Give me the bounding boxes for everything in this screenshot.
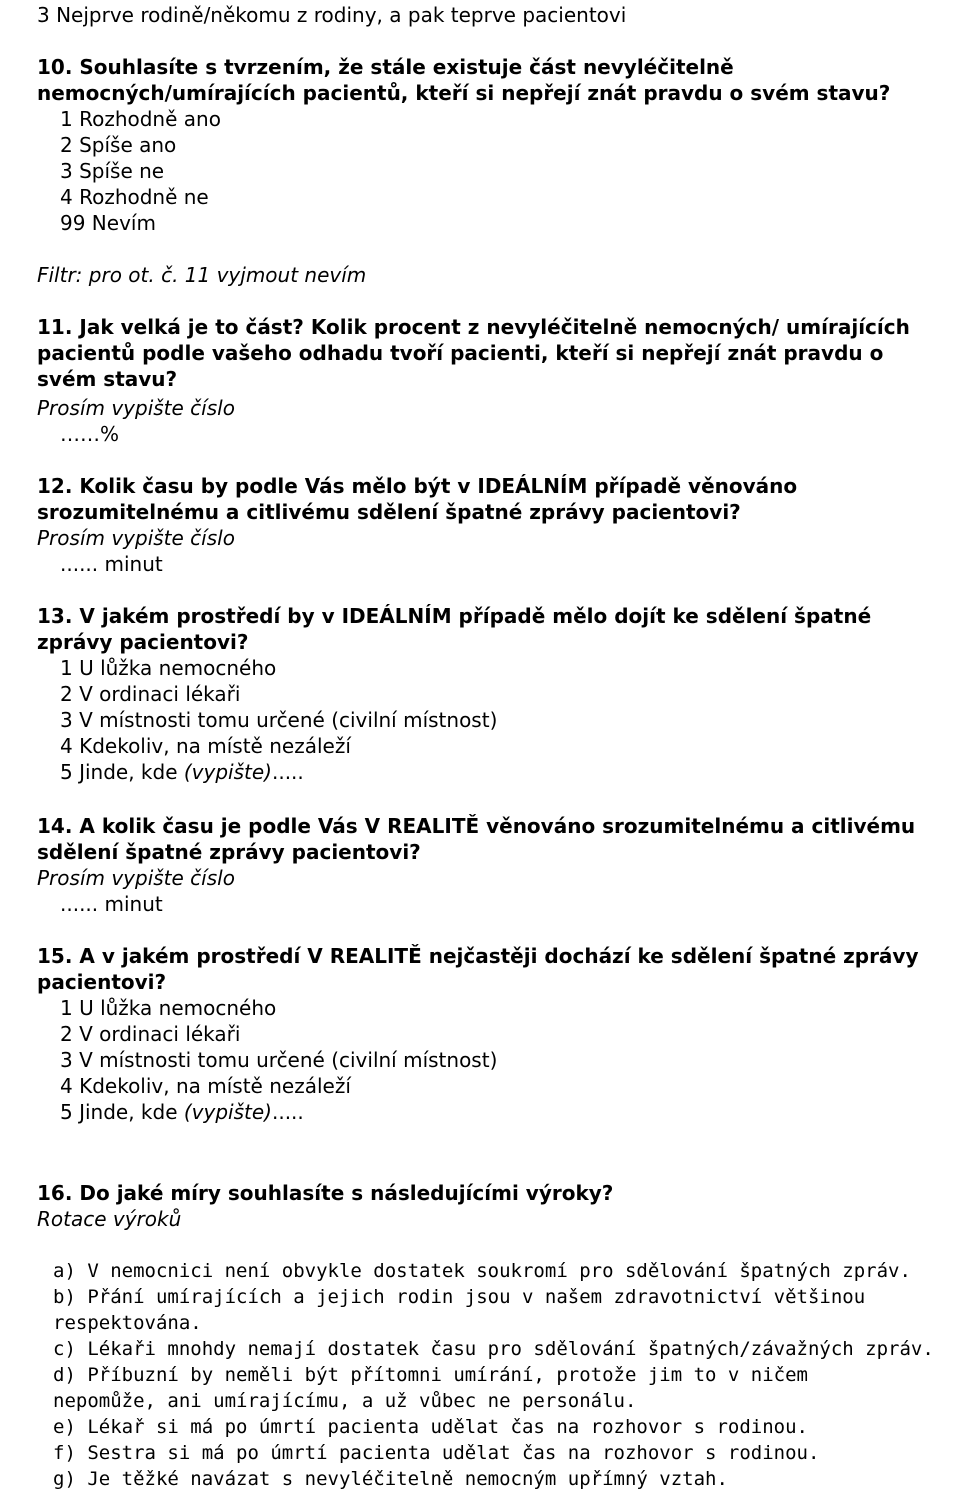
q12-instruction: Prosím vypište číslo [37, 526, 235, 550]
q16-statement-a: a) V nemocnici není obvykle dostatek soukromí pro sdělování špatných zpráv. [53, 1260, 911, 1282]
q15-option-5-instruction: (vypište) [183, 1100, 272, 1124]
q13-option-5-label: 5 Jinde, kde [60, 760, 184, 784]
q10-option-2: 2 Spíše ano [60, 133, 177, 157]
q12-title-line-2: srozumitelnému a citlivému sdělení špatné zprávy pacientovi? [37, 500, 741, 524]
q15-option-2: 2 V ordinaci lékaři [60, 1022, 241, 1046]
q11-title-line-1 [37, 314, 910, 340]
prev-question-option-3: 3 Nejprve rodině/někomu z rodiny, a pak teprve pacientovi [37, 3, 627, 27]
q14-answer-blank: ...... minut [60, 892, 163, 916]
q15-option-5-label: 5 Jinde, kde [60, 1100, 184, 1124]
q13-option-3: 3 V místnosti tomu určené (civilní místnost) [60, 708, 498, 732]
q13-option-2: 2 V ordinaci lékaři [60, 682, 241, 706]
q16-statement-c: c) Lékaři mnohdy nemají dostatek času pro sdělování špatných/závažných zpráv. [53, 1338, 934, 1360]
q11-answer-blank: ……% [60, 422, 120, 446]
q16-statement-f: f) Sestra si má po úmrtí pacienta udělat čas na rozhovor s rodinou. [53, 1442, 820, 1464]
q15-option-5 [60, 1099, 304, 1125]
q15-option-4: 4 Kdekoliv, na místě nezáleží [60, 1074, 351, 1098]
q10-title-line-1: 10. Souhlasíte s tvrzením, že stále existuje část nevyléčitelně [37, 55, 734, 79]
q15-option-5-blank: ..... [271, 1100, 304, 1124]
q14-title-line-1: 14. A kolik času je podle Vás V REALITĚ věnováno srozumitelnému a citlivému [37, 814, 916, 838]
q16-title: 16. Do jaké míry souhlasíte s následujícími výroky? [37, 1181, 614, 1205]
q16-statement-b-line-1: b) Přání umírajících a jejich rodin jsou v našem zdravotnictví většinou [53, 1286, 866, 1308]
q16-statement-e: e) Lékař si má po úmrtí pacienta udělat čas na rozhovor s rodinou. [53, 1416, 808, 1438]
q15-title-line-1: 15. A v jakém prostředí V REALITĚ nejčastěji dochází ke sdělení špatné zprávy [37, 944, 919, 968]
q13-title-line-2: zprávy pacientovi? [37, 630, 249, 654]
q16-statement-b-line-2: respektována. [53, 1312, 202, 1334]
q11-title-question: 11. Jak velká je to část? [37, 315, 304, 339]
q10-option-3: 3 Spíše ne [60, 159, 165, 183]
q13-title-line-1: 13. V jakém prostředí by v IDEÁLNÍM případě mělo dojít ke sdělení špatné [37, 604, 872, 628]
q10-option-4: 4 Rozhodně ne [60, 185, 209, 209]
q11-title-continuation: Kolik procent z nevyléčitelně nemocných/ umírajících [310, 315, 910, 339]
q13-option-1: 1 U lůžka nemocného [60, 656, 277, 680]
q12-answer-blank: ...... minut [60, 552, 163, 576]
q16-statement-d-line-1: d) Příbuzní by neměli být přítomni umírání, protože jim to v ničem [53, 1364, 808, 1386]
q13-option-5-blank: ..... [271, 760, 304, 784]
q15-option-3: 3 V místnosti tomu určené (civilní místnost) [60, 1048, 498, 1072]
q10-option-99: 99 Nevím [60, 211, 156, 235]
q10-title-line-2: nemocných/umírajících pacientů, kteří si nepřejí znát pravdu o svém stavu? [37, 81, 891, 105]
q16-rotation-note: Rotace výroků [37, 1207, 182, 1231]
q15-option-1: 1 U lůžka nemocného [60, 996, 277, 1020]
q13-option-4: 4 Kdekoliv, na místě nezáleží [60, 734, 351, 758]
q14-instruction: Prosím vypište číslo [37, 866, 235, 890]
q10-option-1: 1 Rozhodně ano [60, 107, 221, 131]
q12-title-line-1: 12. Kolik času by podle Vás mělo být v IDEÁLNÍM případě věnováno [37, 474, 798, 498]
q10-filter-note: Filtr: pro ot. č. 11 vyjmout nevím [37, 263, 367, 287]
q14-title-line-2: sdělení špatné zprávy pacientovi? [37, 840, 421, 864]
q11-title-line-2: pacientů podle vašeho odhadu tvoří pacienti, kteří si nepřejí znát pravdu o [37, 341, 884, 365]
q11-instruction: Prosím vypište číslo [37, 396, 235, 420]
q16-statement-d-line-2: nepomůže, ani umírajícímu, a už vůbec ne personálu. [53, 1390, 637, 1412]
q13-option-5-instruction: (vypište) [183, 760, 272, 784]
q16-statement-g: g) Je těžké navázat s nevyléčitelně nemocným upřímný vztah. [53, 1468, 728, 1490]
q11-title-line-3: svém stavu? [37, 367, 178, 391]
q13-option-5 [60, 759, 304, 785]
q15-title-line-2: pacientovi? [37, 970, 167, 994]
